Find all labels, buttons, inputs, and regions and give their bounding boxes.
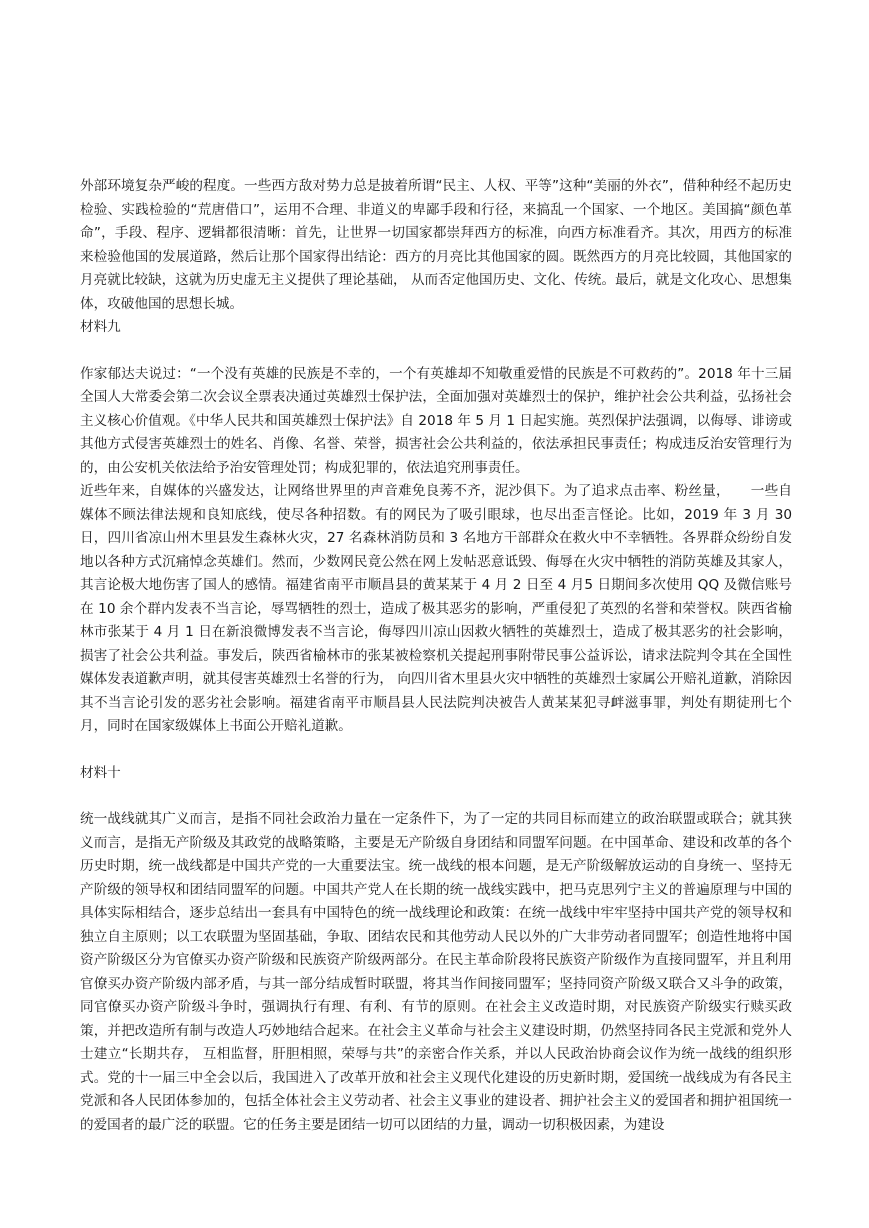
heading-material-ten: 材料十	[80, 764, 121, 781]
paragraph-united-front: 统一战线就其广义而言，是指不同社会政治力量在一定条件下，为了一定的共同目标而建立的政治联盟或联合；就其狭义而言，是指无产阶级及其政党的战略策略，主要是无产阶级自身团结和同盟军问题。在中国革命、建设和改革的各个历史时期，统一战线都是中国共产党的一大重要法宝。统一战线的根本问题，是无产阶级解放运动的自身统一、坚持无产阶级的领导权和团结同盟军的问题。中国共产党人在长期的统一战线实践中，把马克思列宁主义的普遍原理与中国的具体实际相结合，逐步总结出一套具有中国特色的统一战线理论和政策：在统一战线中牢牢坚持中国共产党的领导权和独立自主原则；以工农联盟为坚固基础，争取、团结农民和其他劳动人民以外的广大非劳动者同盟军；创造性地将中国资产阶级区分为官僚买办资产阶级和民族资产阶级两部分。在民主革命阶段将民族资产阶级作为直接同盟军，并且利用官僚买办资产阶级内部矛盾，与其一部分结成暂时联盟，将其当作间接同盟军；坚持同资产阶级又联合又斗争的政策，同官僚买办资产阶级斗争时，强调执行有理、有利、有节的原则。在社会主义改造时期，对民族资产阶级实行赎买政策，并把改造所有制与改造人巧妙地结合起来。在社会主义革命与社会主义建设时期，仍然坚持同各民主党派和党外人士建立“长期共存， 互相监督，肝胆相照，荣辱与共”的亲密合作关系，并以人民政治协商会议作为统一战线的组织形式。党的十一届三中全会以后，我国进入了改革开放和社会主义现代化建设的历史新时期，爱国统一战线成为有各民主党派和各人民团体参加的，包括全体社会主义劳动者、社会主义事业的建设者、拥护社会主义的爱国者和拥护祖国统一的爱国者的最广泛的联盟。它的任务主要是团结一切可以团结的力量，调动一切积极因素，为建设	[80, 811, 792, 1133]
paragraph-self-media-cases: 近些年来，自媒体的兴盛发达，让网络世界里的声音难免良莠不齐，泥沙俱下。为了追求点击率、粉丝量， 一些自媒体不顾法律法规和良知底线，使尽各种招数。有的网民为了吸引眼球，也尽出歪言怪论。比如，2019 年 3 月 30 日，四川省凉山州木里县发生森林火灾，27 名森林消防员和 3 名地方干部群众在救火中不幸牺牲。各界群众纷纷自发地以各种方式沉痛悼念英雄们。然而，少数网民竟公然在网上发帖恶意诋毁、侮辱在火灾中牺牲的消防英雄及其家人，其言论极大地伤害了国人的感情。福建省南平市顺昌县的黄某某于 4 月 2 日至 4 月5 日期间多次使用 QQ 及微信账号在 10 余个群内发表不当言论，辱骂牺牲的烈士，造成了极其恶劣的影响，严重侵犯了英烈的名誉和荣誉权。陕西省榆林市张某于 4 月 1 日在新浪微博发表不当言论，侮辱四川凉山因救火牺牲的英雄烈士，造成了极其恶劣的社会影响，损害了社会公共利益。事发后，陕西省榆林市的张某被检察机关提起刑事附带民事公益诉讼，请求法院判令其在全国性媒体发表道歉声明，就其侵害英雄烈士名誉的行为， 向四川省木里县火灾中牺牲的英雄烈士家属公开赔礼道歉，消除因其不当言论引发的恶劣社会影响。福建省南平市顺昌县人民法院判决被告人黄某某犯寻衅滋事罪，判处有期徒刑七个月，同时在国家级媒体上书面公开赔礼道歉。	[80, 483, 792, 734]
heading-material-nine: 材料九	[80, 319, 121, 335]
paragraph-western-forces: 外部环境复杂严峻的程度。一些西方敌对势力总是披着所谓“民主、人权、平等”这种“美丽的外衣”，借种种经不起历史检验、实践检验的“荒唐借口”，运用不合理、非道义的卑鄙手段和行径，来搞乱一个国家、一个地区。美国搞“颜色革命”，手段、程序、逻辑都很清晰：首先，让世界一切国家都崇拜西方的标准，向西方标准看齐。其次，用西方的标准来检验他国的发展道路，然后让那个国家得出结论：西方的月亮比其他国家的圆。既然西方的月亮比较圆，其他国家的月亮就比较缺，这就为历史虚无主义提供了理论基础， 从而否定他国历史、文化、传统。最后，就是文化攻心、思想集体，攻破他国的思想长城。	[80, 178, 792, 312]
paragraph-hero-protection-law: 作家郁达夫说过：“一个没有英雄的民族是不幸的，一个有英雄却不知敬重爱惜的民族是不可救药的”。2018 年十三届全国人大常委会第二次会议全票表决通过英雄烈士保护法，全面加强对英雄烈士的保护，维护社会公共利益，弘扬社会主义核心价值观。《中华人民共和国英雄烈士保护法》自 2018 年 5 月 1 日起实施。英烈保护法强调，以侮辱、诽谤或其他方式侵害英雄烈士的姓名、肖像、名誉、荣誉，损害社会公共利益的，依法承担民事责任；构成违反治安管理行为的，由公安机关依法给予治安管理处罚；构成犯罪的，依法追究刑事责任。	[80, 365, 792, 476]
document-body	[80, 175, 792, 1137]
